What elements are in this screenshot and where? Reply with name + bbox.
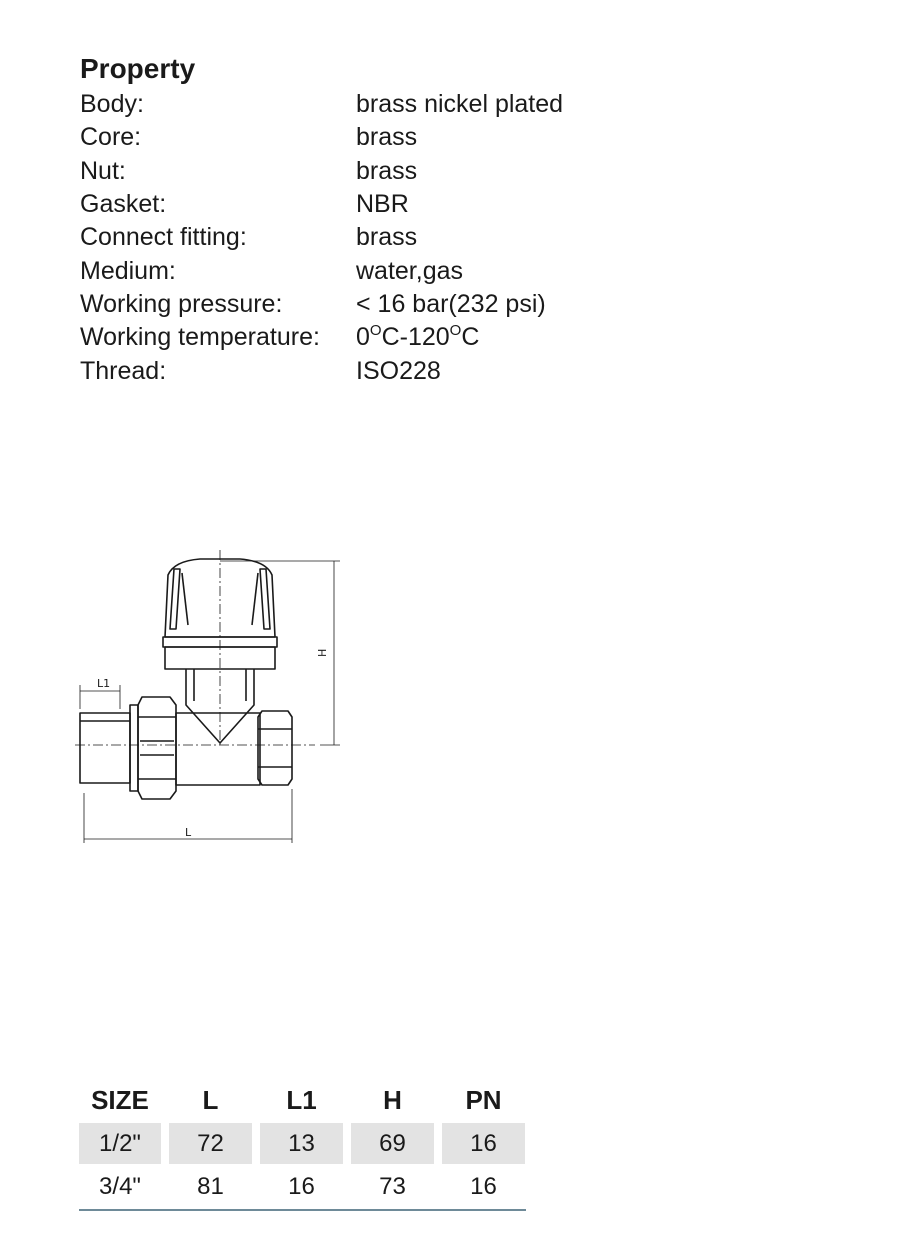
dim-h-label: H bbox=[316, 648, 329, 657]
degree-mark: O bbox=[449, 322, 462, 340]
table-header bbox=[79, 1077, 526, 1123]
property-title: Property bbox=[80, 53, 196, 84]
property-label: Working pressure: bbox=[80, 289, 283, 318]
table-cell: 73 bbox=[379, 1173, 406, 1200]
property-label: Body: bbox=[80, 90, 144, 119]
property-label: Working temperature: bbox=[80, 323, 320, 352]
property-label: Connect fitting: bbox=[80, 223, 247, 252]
header-h: H bbox=[383, 1084, 402, 1115]
temp-min: 0 bbox=[356, 323, 370, 352]
property-row bbox=[80, 88, 563, 121]
table-cell: 3/4" bbox=[99, 1173, 141, 1200]
degree-mark: O bbox=[369, 322, 382, 340]
property-value: brass bbox=[356, 223, 418, 252]
property-row bbox=[80, 288, 563, 321]
property-value: < 16 bar(232 psi) bbox=[356, 289, 546, 318]
table-cell: 16 bbox=[442, 1123, 525, 1164]
header-l1: L1 bbox=[286, 1084, 317, 1115]
table-cell: 69 bbox=[351, 1123, 434, 1164]
property-row bbox=[80, 221, 563, 254]
dim-l1-label: L1 bbox=[97, 677, 111, 690]
header-size: SIZE bbox=[91, 1084, 149, 1115]
table-cell: 16 bbox=[470, 1173, 497, 1200]
header-l: L bbox=[202, 1084, 219, 1115]
property-value: ISO228 bbox=[356, 356, 441, 385]
property-value: brass bbox=[356, 156, 418, 185]
valve-technical-drawing bbox=[70, 545, 360, 850]
property-row bbox=[80, 321, 563, 354]
temperature-value bbox=[356, 323, 479, 352]
property-row bbox=[80, 188, 563, 221]
spec-table bbox=[79, 1077, 526, 1211]
property-row bbox=[80, 354, 563, 387]
property-label: Core: bbox=[80, 123, 142, 152]
header-pn: PN bbox=[465, 1084, 502, 1115]
property-value: water,gas bbox=[356, 256, 464, 285]
table-cell: 72 bbox=[169, 1123, 252, 1164]
table-cell: 1/2" bbox=[79, 1123, 161, 1164]
property-label: Thread: bbox=[80, 356, 167, 385]
table-cell: 81 bbox=[197, 1173, 224, 1200]
property-value: NBR bbox=[356, 190, 409, 219]
property-row bbox=[80, 254, 563, 287]
table-bottom-rule bbox=[79, 1209, 526, 1211]
property-value: brass bbox=[356, 123, 418, 152]
table-row bbox=[79, 1123, 526, 1164]
property-label: Gasket: bbox=[80, 190, 167, 219]
dim-l-label: L bbox=[185, 826, 192, 839]
property-list bbox=[80, 88, 563, 388]
temp-unit: C bbox=[461, 323, 480, 352]
property-row bbox=[80, 121, 563, 154]
property-row bbox=[80, 155, 563, 188]
table-cell: 13 bbox=[260, 1123, 343, 1164]
property-label: Nut: bbox=[80, 156, 126, 185]
property-label: Medium: bbox=[80, 256, 176, 285]
table-row bbox=[79, 1166, 526, 1207]
table-cell: 16 bbox=[288, 1173, 315, 1200]
temp-range: C-120 bbox=[381, 323, 450, 352]
property-value: brass nickel plated bbox=[356, 90, 564, 119]
